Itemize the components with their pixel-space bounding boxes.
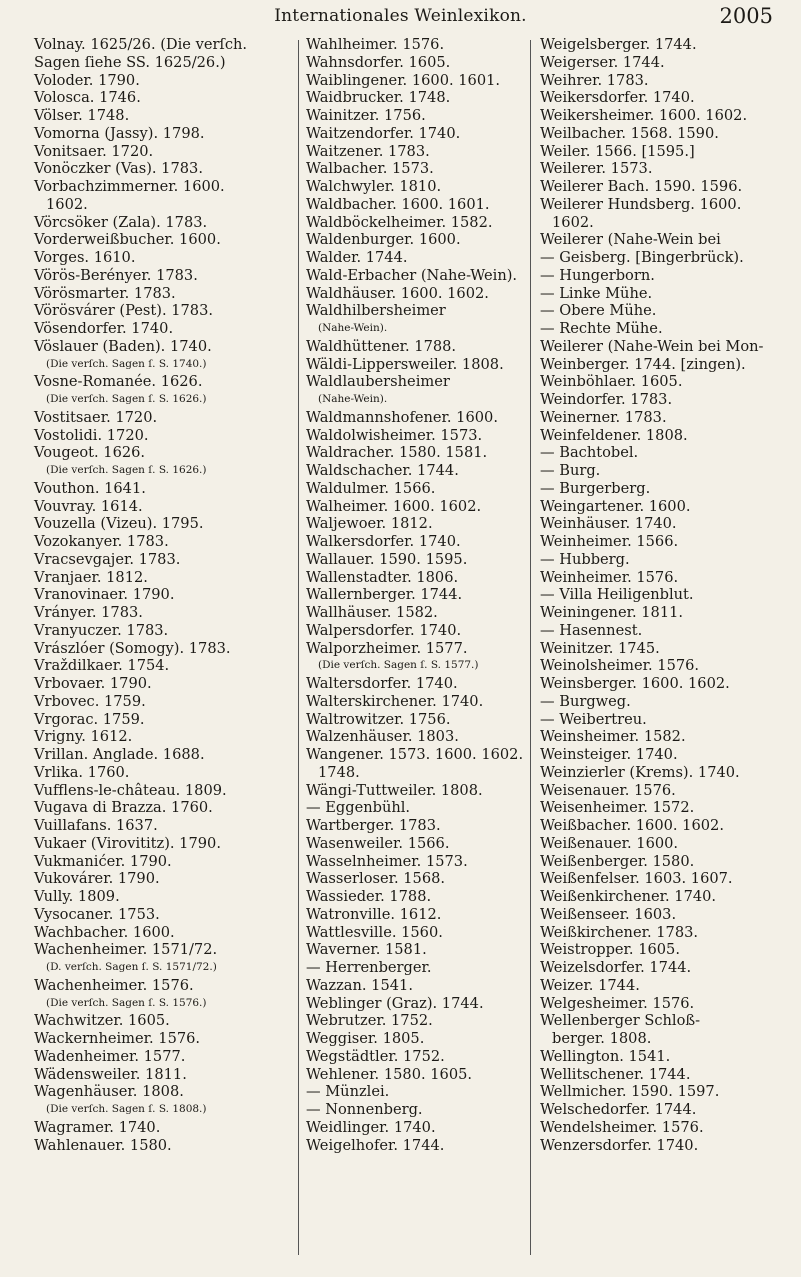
entry-line: (Die verſch. Sagen ſ. S. 1577.) — [318, 659, 479, 672]
entry-line: 1602. — [552, 213, 594, 231]
entry-line: Weigelhofer. 1744. — [306, 1136, 445, 1154]
entry-line: — Burg. — [540, 462, 601, 479]
entry-line: Vrbovaer. 1790. — [34, 675, 152, 692]
entry-line: Vugava di Brazza. 1760. — [34, 799, 213, 817]
entry-line: Vouthon. 1641. — [34, 479, 146, 497]
entry-line: Weißbacher. 1600. 1602. — [540, 817, 724, 834]
entry-line: Waldbacher. 1600. 1601. — [306, 195, 490, 213]
entry-line: Vukaer (Virovititz). 1790. — [34, 834, 221, 852]
entry-line: Wachenheimer. 1571/72. — [34, 941, 218, 959]
entry-line: Weinböhlaer. 1605. — [540, 373, 683, 391]
entry-line: Wängi-Tuttweiler. 1808. — [306, 781, 483, 799]
entry-line: Waltersdorfer. 1740. — [306, 675, 458, 692]
entry-line: Vranyuczer. 1783. — [34, 621, 169, 639]
entry-line: Weinsheimer. 1582. — [540, 728, 686, 746]
entry-line: Waldschacher. 1744. — [306, 462, 459, 479]
entry-line: Vorderweißbucher. 1600. — [34, 231, 221, 249]
entry-line: Waldböckelheimer. 1582. — [306, 213, 493, 231]
entry-line: Waitzendorfer. 1740. — [306, 124, 461, 142]
entry-line: Vrgorac. 1759. — [34, 710, 145, 728]
entry-line: Sagen ſiehe SS. 1625/26.) — [34, 53, 226, 71]
entry-line: Wackernheimer. 1576. — [34, 1030, 201, 1047]
entry-line: Wachwitzer. 1605. — [34, 1012, 170, 1030]
entry-line: Welgesheimer. 1576. — [540, 994, 695, 1012]
entry-line: Wellenberger Schloß- — [540, 1012, 701, 1030]
entry-line: Wasselnheimer. 1573. — [306, 852, 468, 870]
entry-line: Vougeot. 1626. — [34, 444, 146, 462]
entry-line: Wellitschener. 1744. — [540, 1065, 691, 1083]
entry-line: Waiblingener. 1600. 1601. — [306, 71, 501, 89]
entry-line: — Münzlei. — [306, 1083, 390, 1101]
entry-line: Walbacher. 1573. — [306, 160, 434, 178]
entry-line: Waldenburger. 1600. — [306, 231, 461, 249]
entry-line: Vrillan. Anglade. 1688. — [34, 746, 205, 763]
entry-line: — Bachtobel. — [540, 444, 639, 462]
entry-line: Wahnsdorfer. 1605. — [306, 53, 451, 71]
entry-line: — Herrenberger. — [306, 959, 432, 976]
entry-line: Weblinger (Graz). 1744. — [306, 994, 484, 1012]
entry-line: Vouzella (Vizeu). 1795. — [34, 515, 204, 533]
entry-line: Vrányer. 1783. — [34, 604, 143, 621]
entry-line: (D. verſch. Sagen ſ. S. 1571/72.) — [46, 961, 217, 973]
entry-line: Wahlheimer. 1576. — [306, 36, 445, 53]
entry-line: 1602. — [46, 195, 88, 213]
entry-line: Waldulmer. 1566. — [306, 479, 436, 497]
entry-line: Waitzener. 1783. — [306, 142, 430, 160]
entry-line: Wazzan. 1541. — [306, 976, 413, 994]
entry-line: Vrászlóer (Somogy). 1783. — [34, 639, 231, 657]
entry-line: Walpersdorfer. 1740. — [306, 621, 462, 639]
entry-line: Vosne-Romanée. 1626. — [34, 373, 203, 391]
entry-line: Wadenheimer. 1577. — [34, 1047, 186, 1065]
entry-line: (Die verſch. Sagen ſ. S. 1808.) — [46, 1103, 207, 1115]
entry-line: Waljewoer. 1812. — [306, 515, 433, 533]
entry-line: Wagramer. 1740. — [34, 1118, 161, 1136]
entry-line: Weilbacher. 1568. 1590. — [540, 124, 719, 142]
entry-line: Vranovinaer. 1790. — [34, 586, 175, 604]
entry-line: Weilerer. 1573. — [540, 160, 653, 178]
entry-line: Vozokanyer. 1783. — [34, 533, 169, 550]
entry-line: — Hasennest. — [540, 621, 643, 639]
entry-line: Wattlesville. 1560. — [306, 923, 443, 941]
entry-line: Wallhäuser. 1582. — [306, 604, 438, 621]
entry-line: Wangener. 1573. 1600. 1602. — [306, 746, 524, 763]
entry-line: Weißenauer. 1600. — [540, 834, 679, 852]
entry-line: Weinheimer. 1566. — [540, 533, 679, 550]
entry-line: Watronville. 1612. — [306, 905, 442, 923]
entry-line: Vouvray. 1614. — [34, 497, 143, 515]
entry-line: Weinerner. 1783. — [540, 408, 667, 426]
entry-line: Weingartener. 1600. — [540, 497, 691, 515]
entry-line: Weinheimer. 1576. — [540, 568, 679, 586]
entry-line: Wachbacher. 1600. — [34, 923, 175, 941]
entry-line: Weinitzer. 1745. — [540, 639, 660, 657]
entry-line: Weisenheimer. 1572. — [540, 799, 695, 817]
entry-line: Vörös-Berényer. 1783. — [34, 266, 198, 284]
page-header — [0, 0, 801, 30]
entry-line: Vonitsaer. 1720. — [34, 142, 154, 160]
entry-line: Walterskirchener. 1740. — [306, 692, 484, 710]
running-title: Internationales Weinlexikon. — [274, 6, 527, 26]
entry-line: Walkersdorfer. 1740. — [306, 533, 461, 550]
entry-line: Völser. 1748. — [34, 107, 130, 124]
entry-line: Vukmanićer. 1790. — [34, 852, 172, 870]
entry-line: Wenzersdorfer. 1740. — [540, 1136, 699, 1154]
entry-line: Walheimer. 1600. 1602. — [306, 497, 482, 515]
entry-line: Waldhüttener. 1788. — [306, 337, 457, 355]
entry-line: Weizer. 1744. — [540, 976, 640, 994]
entry-line: Wassieder. 1788. — [306, 888, 432, 905]
entry-line: Vörösvárer (Pest). 1783. — [34, 302, 214, 320]
entry-line: (Die verſch. Sagen ſ. S. 1740.) — [46, 357, 207, 370]
entry-column-2 — [306, 36, 546, 1154]
entry-line: Wainitzer. 1756. — [306, 107, 426, 124]
entry-line: Weinsteiger. 1740. — [540, 746, 678, 763]
entry-line: Volosca. 1746. — [34, 89, 141, 107]
entry-line: Weißenkirchener. 1740. — [540, 888, 717, 905]
entry-line: Weißenseer. 1603. — [540, 905, 677, 923]
entry-line: Vostitsaer. 1720. — [34, 408, 158, 426]
entry-line: Weikersheimer. 1600. 1602. — [540, 107, 748, 124]
entry-line: Vorbachzimmerner. 1600. — [34, 178, 225, 195]
entry-line: Walder. 1744. — [306, 249, 408, 266]
entry-line: — Hungerborn. — [540, 266, 655, 284]
entry-line: Weisenauer. 1576. — [540, 781, 676, 799]
entry-line: Vomorna (Jassy). 1798. — [34, 124, 205, 142]
entry-line: Waverner. 1581. — [306, 941, 427, 959]
entry-line: Waldhilbersheimer — [306, 302, 446, 320]
entry-line: Weißenberger. 1580. — [540, 852, 695, 870]
entry-line: Wendelsheimer. 1576. — [540, 1118, 704, 1136]
entry-line: Weilerer Hundsberg. 1600. — [540, 195, 742, 213]
entry-line: Weilerer Bach. 1590. 1596. — [540, 178, 743, 195]
entry-line: Vorges. 1610. — [34, 249, 136, 266]
entry-line: Vuillafans. 1637. — [34, 817, 158, 834]
entry-line: — Linke Mühe. — [540, 284, 653, 302]
entry-line: Vörösmarter. 1783. — [34, 284, 176, 302]
entry-line: Weigerser. 1744. — [540, 53, 665, 71]
entry-line: Webrutzer. 1752. — [306, 1012, 433, 1030]
entry-column-1 — [34, 36, 274, 1154]
entry-line: Vrbovec. 1759. — [34, 692, 146, 710]
entry-line: Vöslauer (Baden). 1740. — [34, 337, 212, 355]
entry-line: Weinzierler (Krems). 1740. — [540, 763, 740, 781]
entry-line: Wasserloser. 1568. — [306, 870, 446, 888]
entry-line: Vranjaer. 1812. — [34, 568, 148, 586]
entry-line: — Burgweg. — [540, 692, 631, 710]
entry-line: (Die verſch. Sagen ſ. S. 1576.) — [46, 996, 207, 1009]
entry-line: Weigelsberger. 1744. — [540, 36, 697, 53]
entry-line: Wellington. 1541. — [540, 1047, 671, 1065]
entry-line: Wädensweiler. 1811. — [34, 1065, 187, 1083]
entry-line: 1748. — [318, 763, 360, 781]
entry-line: — Villa Heiligenblut. — [540, 586, 694, 604]
page-number: 2005 — [719, 4, 773, 28]
entry-line: (Die verſch. Sagen ſ. S. 1626.) — [46, 464, 207, 476]
entry-line: Weinolsheimer. 1576. — [540, 657, 700, 675]
entry-line: Wallauer. 1590. 1595. — [306, 550, 468, 568]
entry-line: Weißkirchener. 1783. — [540, 923, 699, 941]
entry-line: — Obere Mühe. — [540, 302, 657, 320]
entry-line: Wäldi-Lippersweiler. 1808. — [306, 355, 504, 373]
entry-line: berger. 1808. — [552, 1030, 652, 1047]
entry-line: Waltrowitzer. 1756. — [306, 710, 451, 728]
entry-line: Walzenhäuser. 1803. — [306, 728, 459, 746]
entry-line: — Geisberg. [Bingerbrück). — [540, 249, 744, 266]
entry-line: Weinsberger. 1600. 1602. — [540, 675, 730, 692]
entry-line: (Nahe-Wein). — [318, 393, 388, 405]
entry-line: (Nahe-Wein). — [318, 322, 388, 334]
entry-line: Wasenweiler. 1566. — [306, 834, 450, 852]
entry-line: Vracsevgajer. 1783. — [34, 550, 181, 568]
entry-line: Weiningener. 1811. — [540, 604, 684, 621]
entry-line: Welschedorfer. 1744. — [540, 1101, 697, 1118]
entry-line: Weinfeldener. 1808. — [540, 426, 688, 444]
entry-line: Vukovárer. 1790. — [34, 870, 160, 888]
entry-line: Weikersdorfer. 1740. — [540, 89, 695, 107]
entry-line: Weilerer (Nahe-Wein bei — [540, 231, 721, 249]
entry-line: Waldolwisheimer. 1573. — [306, 426, 483, 444]
entry-line: Weihrer. 1783. — [540, 71, 649, 89]
entry-line: Weiler. 1566. [1595.] — [540, 142, 695, 160]
entry-line: Weindorfer. 1783. — [540, 391, 673, 408]
entry-line: Vysocaner. 1753. — [34, 905, 160, 923]
entry-line: Walchwyler. 1810. — [306, 178, 442, 195]
entry-line: Wachenheimer. 1576. — [34, 976, 194, 994]
entry-line: Vösendorfer. 1740. — [34, 320, 174, 337]
entry-line: Wegstädtler. 1752. — [306, 1047, 445, 1065]
entry-line: Weinberger. 1744. [zingen). — [540, 355, 746, 373]
entry-line: Weistropper. 1605. — [540, 941, 680, 959]
entry-line: Waidbrucker. 1748. — [306, 89, 451, 107]
entry-line: Wartberger. 1783. — [306, 817, 441, 834]
entry-line: Vörcsöker (Zala). 1783. — [34, 213, 208, 231]
entry-line: — Hubberg. — [540, 550, 630, 568]
entry-line: Vonöczker (Vas). 1783. — [34, 160, 203, 178]
entry-line: Voloder. 1790. — [34, 71, 140, 89]
entry-line: Wellmicher. 1590. 1597. — [540, 1083, 720, 1101]
column-divider — [298, 40, 299, 1255]
entry-line: Wahlenauer. 1580. — [34, 1136, 172, 1154]
entry-line: — Nonnenberg. — [306, 1101, 423, 1118]
entry-line: — Weibertreu. — [540, 710, 647, 728]
entry-line: (Die verſch. Sagen ſ. S. 1626.) — [46, 393, 207, 405]
entry-line: Weidlinger. 1740. — [306, 1118, 436, 1136]
entry-line: Weizelsdorfer. 1744. — [540, 959, 692, 976]
entry-line: Wald-Erbacher (Nahe-Wein). — [306, 266, 518, 284]
entry-line: Waldhäuser. 1600. 1602. — [306, 284, 489, 302]
entry-line: Vraždilkaer. 1754. — [34, 657, 170, 675]
entry-line: — Burgerberg. — [540, 479, 651, 497]
entry-line: Wallernberger. 1744. — [306, 586, 463, 604]
entry-line: Wehlener. 1580. 1605. — [306, 1065, 473, 1083]
entry-line: Weinhäuser. 1740. — [540, 515, 677, 533]
entry-line: Wagenhäuser. 1808. — [34, 1083, 184, 1101]
entry-line: Vully. 1809. — [34, 888, 120, 905]
entry-line: Vufflens-le-château. 1809. — [34, 781, 227, 799]
entry-line: Vrlika. 1760. — [34, 763, 130, 781]
entry-line: Waldmannshofener. 1600. — [306, 408, 498, 426]
entry-line: Waldracher. 1580. 1581. — [306, 444, 488, 462]
entry-line: Weilerer (Nahe-Wein bei Mon- — [540, 337, 764, 355]
entry-line: Vrigny. 1612. — [34, 728, 133, 746]
entry-line: Wallenstadter. 1806. — [306, 568, 459, 586]
entry-line: Vostolidi. 1720. — [34, 426, 149, 444]
entry-line: Volnay. 1625/26. (Die verſch. — [34, 36, 248, 53]
entry-line: Weggiser. 1805. — [306, 1030, 425, 1047]
entry-line: Weißenfelser. 1603. 1607. — [540, 870, 733, 888]
entry-column-3 — [540, 36, 780, 1154]
entry-line: Waldlaubersheimer — [306, 373, 450, 391]
entry-line: — Rechte Mühe. — [540, 320, 663, 337]
entry-line: Walporzheimer. 1577. — [306, 639, 468, 657]
entry-line: — Eggenbühl. — [306, 799, 411, 817]
